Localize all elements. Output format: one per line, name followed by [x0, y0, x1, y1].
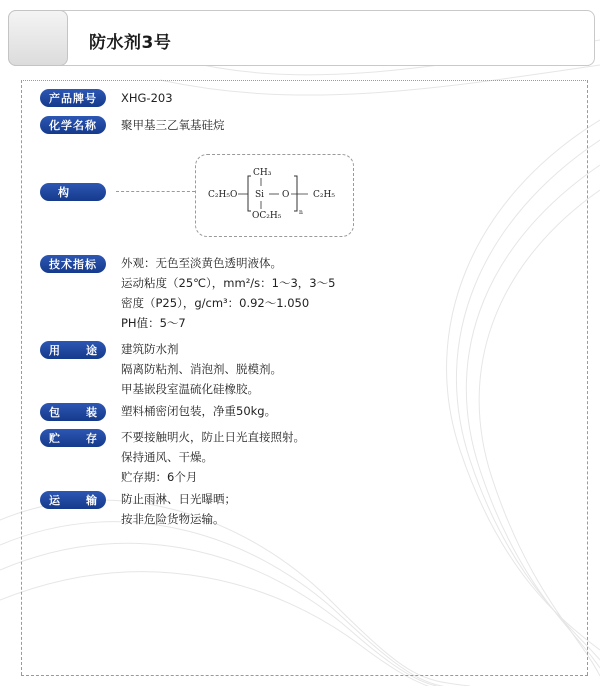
label-structure: 结构式 [40, 183, 106, 201]
label-storage-char-1: 贮 [49, 432, 60, 445]
formula-left-group: C₂H₅O [208, 190, 238, 200]
label-storage-char-2: 存 [86, 432, 97, 445]
structural-formula [195, 154, 354, 237]
label-technical-specs: 技术指标 [40, 255, 106, 273]
storage-line-1: 不要接触明火，防止日光直接照射。 [121, 430, 305, 444]
label-packaging-char-2: 装 [86, 406, 97, 419]
formula-center-atom: Si [255, 190, 265, 200]
label-chemical-name: 化学名称 [40, 116, 106, 134]
spec-ph: PH值：5～7 [121, 316, 186, 330]
packaging-value: 塑料桶密闭包装，净重50kg。 [121, 404, 277, 418]
formula-top-group: CH₃ [253, 168, 272, 178]
label-storage [40, 429, 106, 447]
product-code-value: XHG-203 [121, 91, 173, 105]
spec-density: 密度（P25），g/cm³：0.92～1.050 [121, 296, 310, 310]
label-transport-char-1: 运 [49, 494, 60, 507]
storage-line-3: 贮存期：6个月 [121, 470, 198, 484]
label-transport-char-2: 输 [86, 494, 97, 507]
header-tab-decoration [8, 10, 68, 66]
chemical-name-value: 聚甲基三乙氧基硅烷 [121, 118, 225, 132]
label-usage-char-1: 用 [49, 344, 60, 357]
label-packaging [40, 403, 106, 421]
panel-bottom-border [21, 675, 588, 676]
structure-connector [116, 191, 195, 192]
formula-subscript: n [299, 209, 303, 216]
label-product-code: 产品牌号 [40, 89, 106, 107]
transport-line-2: 按非危险货物运输。 [121, 512, 225, 526]
spec-viscosity: 运动粘度（25℃），mm²/s：1～3，3～5 [121, 276, 336, 290]
page-title: 防水剂3号 [89, 33, 172, 53]
usage-line-1: 建筑防水剂 [121, 342, 179, 356]
header-bar [8, 10, 595, 66]
label-usage [40, 341, 106, 359]
usage-line-3: 甲基嵌段室温硫化硅橡胶。 [121, 382, 259, 396]
label-transport [40, 491, 106, 509]
transport-line-1: 防止雨淋、日光曝晒； [121, 492, 236, 506]
label-usage-char-2: 途 [86, 344, 97, 357]
usage-line-2: 隔离防粘剂、消泡剂、脱模剂。 [121, 362, 282, 376]
formula-bottom-group: OC₂H₅ [252, 211, 282, 221]
spec-appearance: 外观：无色至淡黄色透明液体。 [121, 256, 282, 270]
storage-line-2: 保持通风、干燥。 [121, 450, 213, 464]
formula-bridge-atom: O [282, 190, 290, 200]
label-packaging-char-1: 包 [49, 406, 60, 419]
formula-right-group: C₂H₅ [313, 190, 335, 200]
